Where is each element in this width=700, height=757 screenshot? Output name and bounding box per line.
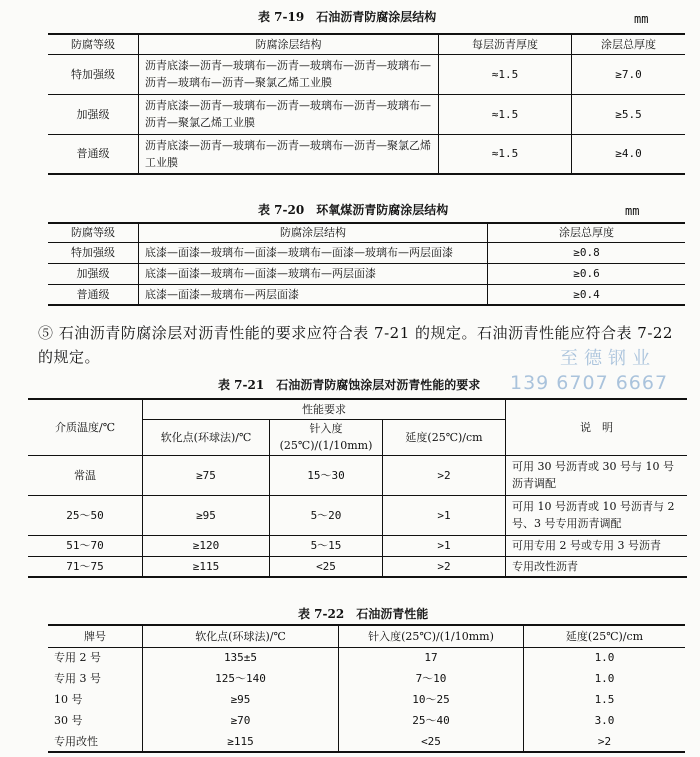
- grade-cell: 专用 2 号: [48, 647, 143, 668]
- grade-cell: 特加强级: [48, 242, 139, 263]
- note-cell: 可用 30 号沥青或 30 号与 10 号沥青调配: [506, 455, 688, 495]
- table-7-22-caption: 表 7-22 石油沥青性能: [298, 607, 429, 621]
- total-thickness-cell: ≥0.4: [488, 284, 686, 305]
- layer-thickness-cell: ≈1.5: [439, 94, 572, 134]
- temperature-cell: 71～75: [28, 556, 143, 577]
- structure-cell: 沥青底漆—沥青—玻璃布—沥青—玻璃布—沥青—玻璃布—沥青—玻璃布—沥青—聚氯乙烯工业膜: [139, 54, 439, 94]
- ductility-cell: >1: [383, 495, 506, 535]
- softening-point-cell: ≥75: [143, 455, 270, 495]
- table-row: [48, 710, 685, 731]
- table-row: [48, 284, 685, 305]
- table-header-penetration: 针入度(25℃)/(1/10mm): [339, 625, 524, 647]
- table-7-21: [28, 398, 687, 578]
- grade-cell: 特加强级: [48, 54, 139, 94]
- ductility-cell: 1.0: [594, 672, 615, 685]
- table-header-softening-point: 软化点(环球法)/℃: [143, 625, 339, 647]
- penetration-cell: 25～40: [339, 710, 524, 731]
- temperature-cell: 25～50: [28, 495, 143, 535]
- table-header-note: 说 明: [506, 399, 688, 455]
- table-header-temperature: 介质温度/℃: [28, 399, 143, 455]
- table-row: [48, 668, 685, 689]
- softening-point-cell: ≥95: [143, 689, 339, 710]
- total-thickness-cell: ≥5.5: [572, 94, 686, 134]
- ductility-cell: 1.0: [594, 651, 615, 665]
- structure-cell: 底漆—面漆—玻璃布—面漆—玻璃布—面漆—玻璃布—两层面漆: [139, 242, 488, 263]
- ductility-cell: >2: [383, 556, 506, 577]
- table-7-20-caption: 表 7-20 环氧煤沥青防腐涂层结构: [258, 203, 449, 217]
- table-row: [48, 647, 685, 668]
- table-row: [28, 455, 687, 495]
- watermark-phone: 139 6707 6667: [510, 372, 669, 394]
- note-cell: 专用改性沥青: [506, 556, 688, 577]
- softening-point-cell: ≥95: [143, 495, 270, 535]
- layer-thickness-cell: ≈1.5: [439, 54, 572, 94]
- temperature-cell: 常温: [28, 455, 143, 495]
- penetration-cell: 17: [339, 647, 524, 668]
- table-row: [48, 134, 685, 174]
- table-7-19-caption: 表 7-19 石油沥青防腐涂层结构: [258, 10, 437, 24]
- structure-cell: 底漆—面漆—玻璃布—面漆—玻璃布—两层面漆: [139, 263, 488, 284]
- table-header-total-thickness: 涂层总厚度: [488, 223, 686, 242]
- temperature-cell: 51～70: [28, 535, 143, 556]
- penetration-cell: 10～25: [339, 689, 524, 710]
- table-header-structure: 防腐涂层结构: [139, 34, 439, 54]
- softening-point-cell: ≥70: [143, 710, 339, 731]
- table-header-ductility: 延度(25℃)/cm: [524, 625, 686, 647]
- total-thickness-cell: ≥0.8: [488, 242, 686, 263]
- table-header-layer-thickness: 每层沥青厚度: [439, 34, 572, 54]
- penetration-cell: <25: [270, 556, 383, 577]
- ductility-cell: >2: [524, 731, 686, 752]
- total-thickness-cell: ≥4.0: [572, 134, 686, 174]
- grade-cell: 加强级: [48, 263, 139, 284]
- table-row: [28, 556, 687, 577]
- table-header-grade: 防腐等级: [48, 34, 139, 54]
- table-7-20-unit: mm: [625, 204, 640, 218]
- grade-cell: 30 号: [48, 710, 143, 731]
- watermark-name: 至德钢业: [560, 348, 656, 369]
- table-header-penetration: 针入度(25℃)/(1/10mm): [270, 419, 383, 455]
- grade-cell: 专用改性: [48, 731, 143, 752]
- grade-cell: 普通级: [48, 284, 139, 305]
- table-header-grade: 牌号: [48, 625, 143, 647]
- softening-point-cell: ≥115: [143, 731, 339, 752]
- table-header-total-thickness: 涂层总厚度: [572, 34, 686, 54]
- ductility-cell: >1: [383, 535, 506, 556]
- structure-cell: 沥青底漆—沥青—玻璃布—沥青—玻璃布—沥青—玻璃布—沥青—聚氯乙烯工业膜: [139, 94, 439, 134]
- table-header-performance: 性能要求: [143, 399, 506, 419]
- ductility-cell: 1.5: [594, 693, 615, 706]
- softening-point-cell: ≥120: [143, 535, 270, 556]
- penetration-cell: 7～10: [339, 668, 524, 689]
- table-row: [28, 495, 687, 535]
- grade-cell: 10 号: [48, 689, 143, 710]
- table-row: [28, 535, 687, 556]
- softening-point-cell: 135±5: [143, 647, 339, 668]
- penetration-cell: <25: [339, 731, 524, 752]
- softening-point-cell: ≥115: [143, 556, 270, 577]
- table-header-structure: 防腐涂层结构: [139, 223, 488, 242]
- grade-cell: 专用 3 号: [48, 668, 143, 689]
- penetration-cell: 5～15: [270, 535, 383, 556]
- table-row: [48, 54, 685, 94]
- grade-cell: 加强级: [48, 94, 139, 134]
- grade-cell: 普通级: [48, 134, 139, 174]
- penetration-cell: 5～20: [270, 495, 383, 535]
- table-row: [48, 242, 685, 263]
- table-header-grade: 防腐等级: [48, 223, 139, 242]
- total-thickness-cell: ≥7.0: [572, 54, 686, 94]
- table-row: [48, 94, 685, 134]
- table-row: [48, 689, 685, 710]
- ductility-cell: 3.0: [594, 714, 615, 727]
- ductility-cell: >2: [383, 455, 506, 495]
- total-thickness-cell: ≥0.6: [488, 263, 686, 284]
- layer-thickness-cell: ≈1.5: [439, 134, 572, 174]
- softening-point-cell: 125～140: [143, 668, 339, 689]
- structure-cell: 沥青底漆—沥青—玻璃布—沥青—玻璃布—沥青—聚氯乙烯工业膜: [139, 134, 439, 174]
- table-row: [48, 263, 685, 284]
- table-7-19-unit: mm: [634, 12, 649, 26]
- note-cell: 可用专用 2 号或专用 3 号沥青: [506, 535, 688, 556]
- structure-cell: 底漆—面漆—玻璃布—两层面漆: [139, 284, 488, 305]
- penetration-cell: 15～30: [270, 455, 383, 495]
- body-paragraph: ⑤ 石油沥青防腐涂层对沥青性能的要求应符合表 7-21 的规定。石油沥青性能应符合表 7-22 的规定。: [38, 324, 673, 366]
- table-7-22: [48, 624, 685, 753]
- table-7-21-caption: 表 7-21 石油沥青防腐蚀涂层对沥青性能的要求: [218, 378, 481, 392]
- table-header-softening-point: 软化点(环球法)/℃: [143, 419, 270, 455]
- table-header-ductility: 延度(25℃)/cm: [383, 419, 506, 455]
- table-7-19: [48, 33, 685, 175]
- note-cell: 可用 10 号沥青或 10 号沥青与 2 号、3 号专用沥青调配: [506, 495, 688, 535]
- table-7-20: [48, 222, 685, 306]
- table-row: [48, 731, 685, 752]
